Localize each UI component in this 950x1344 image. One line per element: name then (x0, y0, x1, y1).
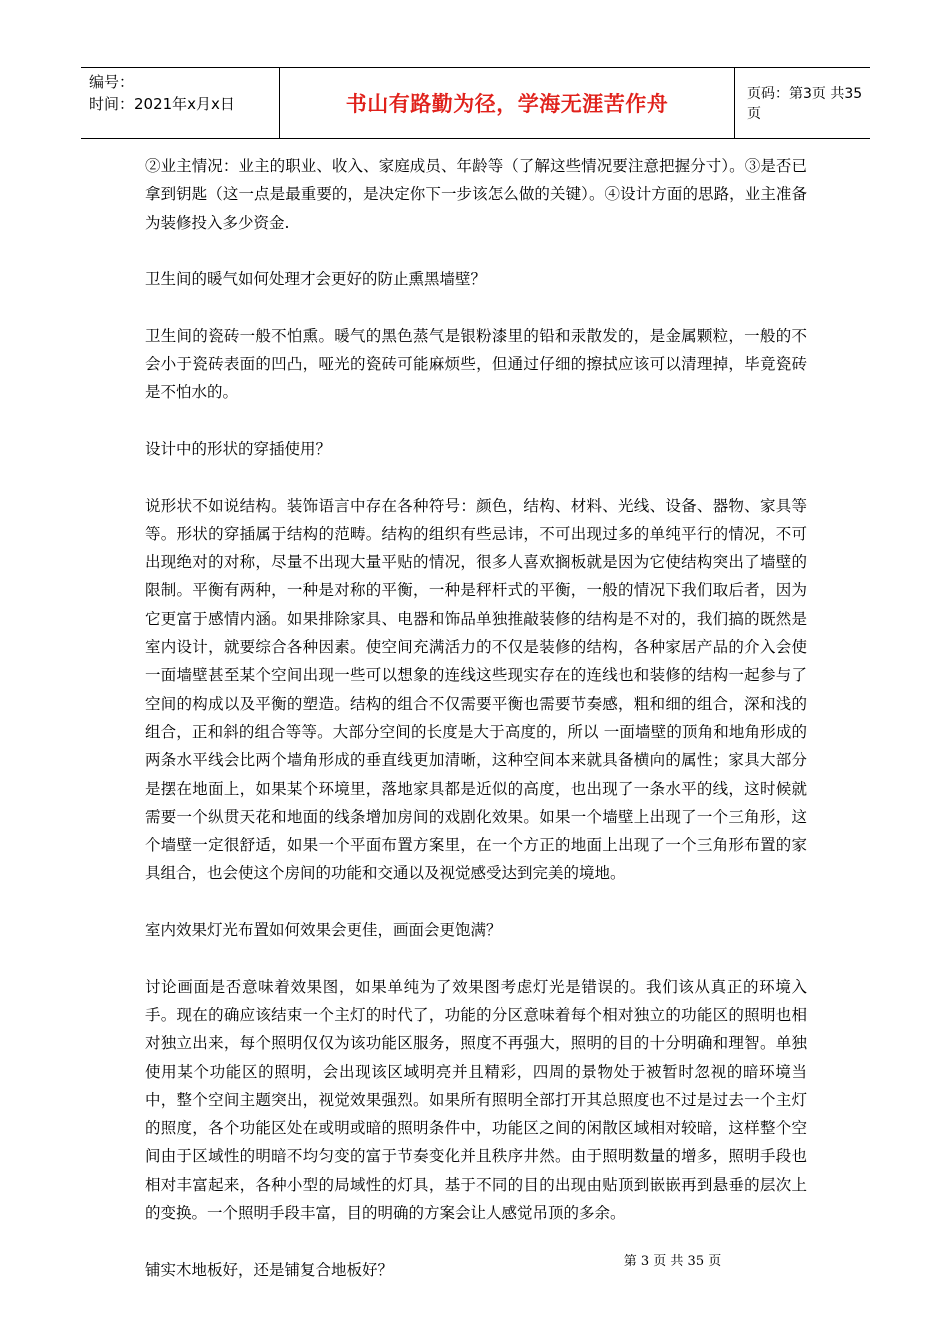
header-motto: 书山有路勤为径，学海无涯苦作舟 (345, 92, 669, 116)
document-time-label: 时间：2021年x月x日 (89, 95, 235, 113)
question-wood-flooring: 铺实木地板好，还是铺复合地板好？ (145, 1260, 394, 1279)
footer-page-number: 第 3 页 共 35 页 (623, 1254, 722, 1269)
header-meta (81, 68, 279, 138)
question-lighting-layout: 室内效果灯光布置如何效果会更佳，画面会更饱满？ (145, 921, 502, 940)
header-motto-cell (279, 68, 735, 138)
document-body (145, 152, 807, 1312)
page-header (81, 67, 870, 139)
question-shape-interweaving: 设计中的形状的穿插使用？ (145, 439, 332, 458)
answer-lighting-layout: 讨论画面是否意味着效果图，如果单纯为了效果图考虑灯光是错误的。我们该从真正的环境入手。现在的确应该结束一个主灯的时代了，功能的分区意味着每个相对独立的功能区的照明也相对独立出来，每个照明仅仅为该功能区服务，照度不再强大，照明的目的十分明确和理智。单独使用某个功能区的照明，会出现该区域明亮并且精彩，四周的景物处于被暂时忽视的暗环境当中，整个空间主题突出，视觉效果强烈。如果所有照明全部打开其总照度也不过是过去一个主灯的照度，各个功能区处在或明或暗的照明条件中，功能区之间的闲散区域相对较暗，这样整个空间由于区域性的明暗不均匀变的富于节奏变化并且秩序井然。由于照明数量的增多，照明手段也相对丰富起来，各种小型的局域性的灯具，基于不同的目的出现由贴顶到嵌嵌再到悬垂的层次上的变换。一个照明手段丰富，目的明确的方案会让人感觉吊顶的多余。 (145, 977, 807, 1222)
question-bathroom-heating: 卫生间的暖气如何处理才会更好的防止熏黑墙壁？ (145, 270, 487, 289)
header-page-number: 页码：第3页 共35页 (747, 86, 863, 122)
answer-bathroom-heating: 卫生间的瓷砖一般不怕熏。暖气的黑色蒸气是银粉漆里的铅和汞散发的，是金属颗粒，一般的不会小于瓷砖表面的凹凸，哑光的瓷砖可能麻烦些，但通过仔细的擦拭应该可以清理掉，毕竟瓷砖是不怕水的。 (145, 326, 807, 402)
page-footer (0, 1250, 950, 1269)
header-page-cell (735, 68, 870, 138)
answer-shape-interweaving: 说形状不如说结构。装饰语言中存在各种符号：颜色，结构、材料、光线、设备、器物、家具等等。形状的穿插属于结构的范畴。结构的组织有些忌讳，不可出现过多的单纯平行的情况，不可出现绝对的对称，尽量不出现大量平贴的情况，很多人喜欢搁板就是因为它使结构突出了墙壁的限制。平衡有两种，一种是对称的平衡，一种是秤杆式的平衡，一般的情况下我们取后者，因为它更富于感情内涵。如果排除家具、电器和饰品单独推敲装修的结构是不对的，我们搞的既然是室内设计，就要综合各种因素。使空间充满活力的不仅是装修的结构，各种家居产品的介入会使一面墙壁甚至某个空间出现一些可以想象的连线这些现实存在的连线也和装修的结构一起参与了空间的构成以及平衡的塑造。结构的组合不仅需要平衡也需要节奏感，粗和细的组合，深和浅的组合，正和斜的组合等等。大部分空间的长度是大于高度的，所以 一面墙壁的顶角和地角形成的两条水平线会比两个墙角形成的垂直线更加清晰，这种空间本来就具备横向的属性；家具大部分是摆在地面上，如果某个环境里，落地家具都是近似的高度，也出现了一条水平的线，这时候就需要一个纵贯天花和地面的线条增加房间的戏剧化效果。如果一个墙壁上出现了一个三角形，这个墙壁一定很舒适，如果一个平面布置方案里，在一个方正的地面上出现了一个三角形布置的家具组合，也会使这个房间的功能和交通以及视觉感受达到完美的境地。 (145, 496, 807, 883)
document-number-label: 编号： (89, 73, 135, 91)
paragraph-owner-info: ②业主情况：业主的职业、收入、家庭成员、年龄等（了解这些情况要注意把握分寸）。③是否已拿到钥匙（这一点是最重要的，是决定你下一步该怎么做的关键）。④设计方面的思路，业主准备为装修投入多少资金. (145, 157, 807, 232)
